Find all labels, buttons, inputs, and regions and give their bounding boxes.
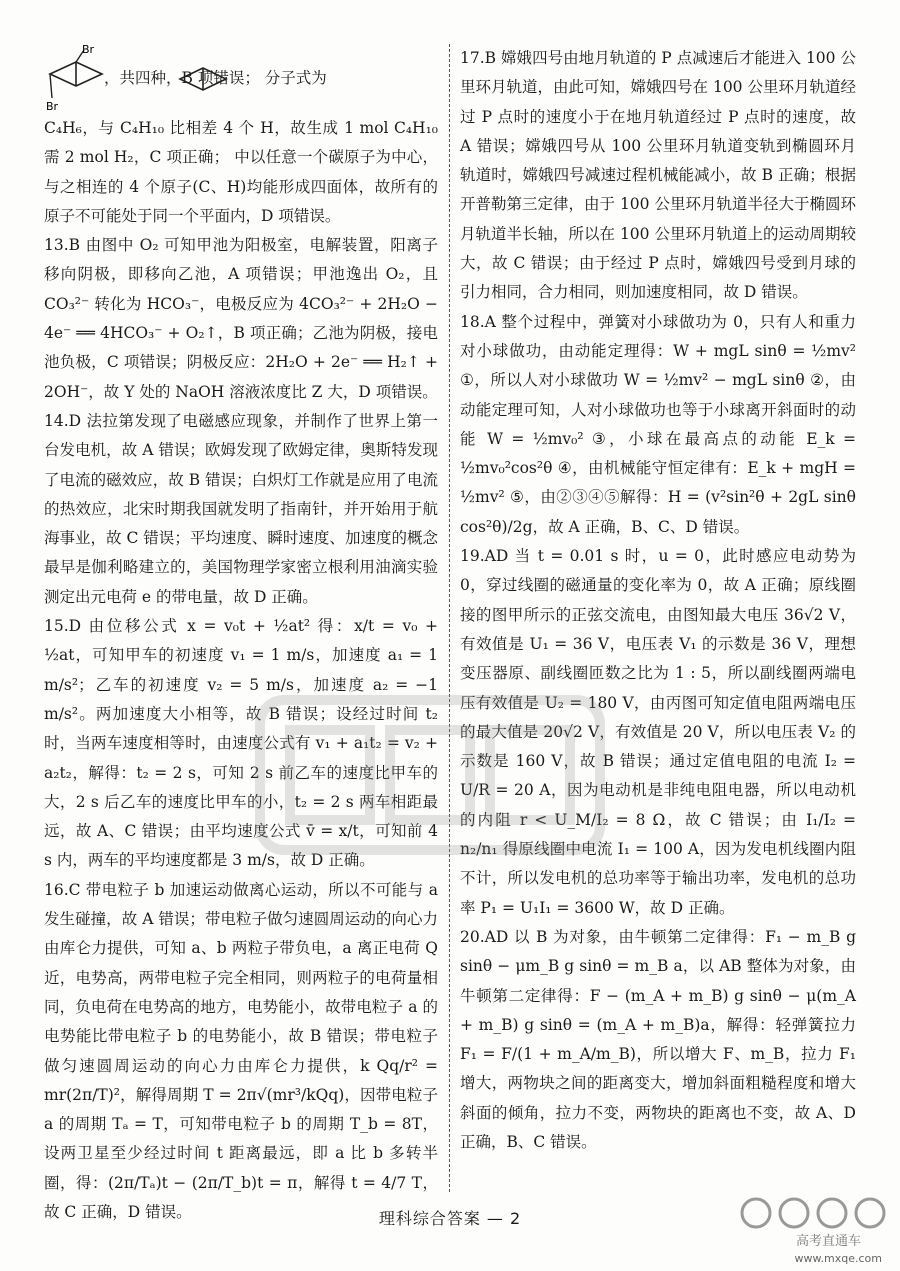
br-label-top: Br [82,44,95,56]
answer-15: 15.D 由位移公式 x = v₀t + ½at² 得：x/t = v₀ + ½at，可知甲车的初速度 v₁ = 1 m/s，加速度 a₁ = 1 m/s²；乙车的初速度 v₂ = 5 m/s，加速度 a₂ = −1 m/s²。两加速度大小相等，故 B 错误；设经过时间 t₂ 时，当两车速度相等时，由速度公式有 v₁ + a₁t₂ = v₂ + a₂t₂，解得：t₂ = 2 s，可知 2 s 前乙车的速度比甲车的大，2 s 后乙车的速度比甲车的小，t₂ = 2 s 两车相距最远，故 A、C 错误；由平均速度公式 v̄ = x/t，可知前 4 s 内，两车的平均速度都是 3 m/s，故 D 正确。 [44,617,438,870]
site-logo-text: 高考直通车 [796,1234,862,1249]
answer-17: 17.B 嫦娥四号由地月轨道的 P 点减速后才能进入 100 公里环月轨道，由此可知，嫦娥四号在 100 公里环月轨道经过 P 点时的速度小于在地月轨道经过 P 点时的速度，故 A 错误；嫦娥四号从 100 公里环月轨道变轨到椭圆环月轨道时，嫦娥四号减速过程机械能减小，故 B 正确；根据开普勒第三定律，由于 100 公里环月轨道半径大于椭圆环月轨道半长轴，所以在 100 公里环月轨道上的运动周期较大，故 C 错误；由于经过 P 点时，嫦娥四号受到月球的引力相同，合力相同，则加速度相同，故 D 错误。 [460,49,856,302]
bicyclobutane-structure [177,64,229,94]
page-footer: 理科综合答案 — 2 [378,1209,522,1228]
right-column [460,44,856,1157]
br-label-bottom: Br [46,100,59,113]
item12-line1-text: ，共四种，B 项错误； 分子式为 [104,69,327,88]
column-divider [449,44,450,1192]
site-logo [736,1183,886,1263]
answer-16: 16.C 带电粒子 b 加速运动做离心运动，所以不可能与 a 发生碰撞，故 A 错误；带电粒子做匀速圆周运动的向心力由库仑力提供，可知 a、b 两粒子带负电，a 离正电荷 Q 近，电势高，两带电粒子完全相同，则两粒子的电荷量相同，负电荷在电势高的地方，电势能小，故带电粒子 a 的电势能比带电粒子 b 的电势能小，故 B 错误；带电粒子做匀速圆周运动的向心力由库仑力提供，k Qq/r² = mr(2π/T)²，解得周期 T = 2π√(mr³/kQq)，因带电粒子 a 的周期 Tₐ = T，可知带电粒子 b 的周期 T_b = 8T，设两卫星至少经过时间 t 距离最远，即 a 比 b 多转半圈，得：(2π/Tₐ)t − (2π/T_b)t = π，解得 t = 4/7 T，故 C 正确，D 错误。 [44,880,438,1221]
answer-20: 20.AD 以 B 为对象，由牛顿第二定律得：F₁ − m_B g sinθ − μm_B g sinθ = m_B a，以 AB 整体为对象，由牛顿第二定律得：F − (m_A + m_B) g sinθ − μ(m_A + m_B) g sinθ = (m_A + m_B)a，解得：轻弹簧拉力 F₁ = F/(1 + m_A/m_B)，所以增大 F、m_B，拉力 F₁ 增大，两物块之间的距离变大，增加斜面粗糙程度和增大斜面的倾角，拉力不变，两物块的距离也不变，故 A、D 正确，B、C 错误。 [460,927,856,1151]
item12-first-line [44,44,438,114]
answer-18: 18.A 整个过程中，弹簧对小球做功为 0，只有人和重力对小球做功，由动能定理得：W + mgL sinθ = ½mv² ①，所以人对小球做功 W = ½mv² − mgL sinθ ②，由动能定理可知，人对小球做功也等于小球离开斜面时的动能 W = ½mv₀² ③，小球在最高点的动能 E_k = ½mv₀²cos²θ ④，由机械能守恒定律有：E_k + mgH = ½mv² ⑤，由②③④⑤解得：H = (v²sin²θ + 2gL sinθ cos²θ)/2g，故 A 正确，B、C、D 错误。 [460,312,856,536]
answer-19: 19.AD 当 t = 0.01 s 时，u = 0，此时感应电动势为 0，穿过线圈的磁通量的变化率为 0，故 A 正确；原线圈接的图甲所示的正弦交流电，由图知最大电压 36√2 V，有效值是 U₁ = 36 V，电压表 V₁ 的示数是 36 V，理想变压器原、副线圈匝数之比为 1 : 5，所以副线圈两端电压有效值是 U₂ = 180 V，由丙图可知定值电阻两端电压的最大值是 20√2 V，有效值是 20 V，所以电压表 V₂ 的示数是 160 V，故 B 错误；通过定值电阻的电流 I₂ = U/R = 20 A，因为电动机是非纯电阻电器，所以电动机的内阻 r < U_M/I₂ = 8 Ω，故 C 错误；由 I₁/I₂ = n₂/n₁ 得原线圈中电流 I₁ = 100 A，因为发电机线圈内阻不计，所以发电机的总功率等于输出功率，发电机的总功率 P₁ = U₁I₁ = 3600 W，故 D 正确。 [460,547,856,917]
item12-body: C₄H₆，与 C₄H₁₀ 比相差 4 个 H，故生成 1 mol C₄H₁₀ 需 2 mol H₂，C 项正确； 中以任意一个碳原子为中心，与之相连的 4 个原子(C、H)均能形成四面体，故所有的原子不可能处于同一个平面内，D 项错误。 [44,119,438,225]
site-domain: www.mxqe.com [794,1252,882,1265]
answer-14: 14.D 法拉第发现了电磁感应现象，并制作了世界上第一台发电机，故 A 错误；欧姆发现了欧姆定律，奥斯特发现了电流的磁效应，故 B 错误；白炽灯工作就是应用了电流的热效应，北宋时期我国就发明了指南针，并开始用于航海事业，故 C 错误；平均速度、瞬时速度、加速度的概念最早是伽利略建立的，美国物理学家密立根利用油滴实验测定出元电荷 e 的带电量，故 D 正确。 [44,411,438,606]
answer-13: 13.B 由图中 O₂ 可知甲池为阳极室，电解装置，阳离子移向阴极，即移向乙池，A 项错误；甲池逸出 O₂，且 CO₃²⁻ 转化为 HCO₃⁻，电极反应为 4CO₃²⁻ + 2H₂O − 4e⁻ ══ 4HCO₃⁻ + O₂↑，B 项正确；乙池为阴极，接电池负极，C 项错误；阴极反应：2H₂O + 2e⁻ ══ H₂↑ + 2OH⁻，故 Y 处的 NaOH 溶液浓度比 Z 大，D 项错误。 [44,236,438,401]
watermark-logo [250,690,610,860]
left-column [44,44,438,1227]
dibromo-bicyclobutane-structure [44,44,104,114]
